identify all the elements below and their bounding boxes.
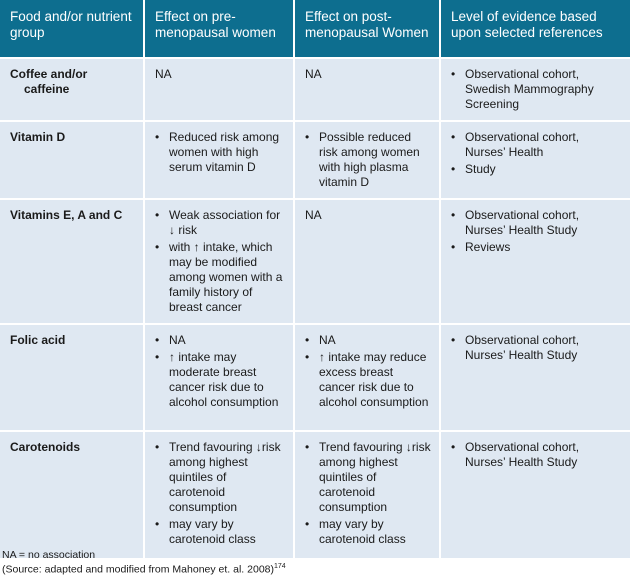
- post-menopausal-cell: [294, 121, 440, 199]
- table-row: [0, 431, 630, 558]
- food-group-cell: [0, 199, 144, 324]
- list-item: [305, 517, 431, 547]
- effect-text: Weak association for ↓ risk: [169, 208, 281, 237]
- table-row: [0, 121, 630, 199]
- header-post-menopausal: Effect on post-menopausal Women: [294, 0, 440, 58]
- list-item: [305, 333, 431, 348]
- pre-menopausal-cell: [144, 199, 294, 324]
- post-menopausal-cell: [294, 324, 440, 431]
- bullet-icon: •: [155, 130, 160, 144]
- evidence-text: Observational cohort, Nurses’ Health: [465, 130, 580, 159]
- effect-text: may vary by carotenoid class: [319, 517, 406, 546]
- list-item: [451, 130, 622, 160]
- effect-text: with ↑ intake, which may be modified among women with a family history of breast cancer: [169, 240, 283, 314]
- footnote-source-text: (Source: adapted and modified from Mahoney et. al. 2008): [2, 563, 274, 576]
- bullet-icon: •: [305, 440, 310, 454]
- bullet-icon: •: [305, 333, 310, 347]
- bullet-icon: •: [451, 440, 456, 454]
- bullet-icon: •: [155, 240, 160, 254]
- food-group-label: Vitamins E, A and C: [10, 208, 123, 222]
- list-item: [305, 350, 431, 410]
- evidence-list: [451, 67, 622, 112]
- pre-menopausal-cell: [144, 431, 294, 558]
- food-group-label: caffeine: [24, 82, 70, 96]
- list-item: [451, 440, 622, 470]
- evidence-cell: [440, 199, 630, 324]
- effect-list: [155, 130, 285, 175]
- table-row: [0, 324, 630, 431]
- effect-text: Possible reduced risk among women with high plasma vitamin D: [319, 130, 420, 189]
- header-evidence: Level of evidence based upon selected references: [440, 0, 630, 58]
- footnote-abbreviation: NA = no association: [2, 549, 96, 561]
- bullet-icon: •: [155, 440, 160, 454]
- bullet-icon: •: [155, 350, 160, 364]
- effect-text: NA: [319, 333, 336, 347]
- bullet-icon: •: [451, 240, 456, 254]
- list-item: [155, 333, 285, 348]
- list-item: [155, 440, 285, 515]
- effect-text: NA: [305, 67, 322, 81]
- food-group-label: Vitamin D: [10, 130, 66, 144]
- post-menopausal-cell: [294, 58, 440, 121]
- effect-text: ↑ intake may reduce excess breast cancer risk due to alcohol consumption: [319, 350, 429, 409]
- effect-text: NA: [169, 333, 186, 347]
- bullet-icon: •: [155, 517, 160, 531]
- effect-list: [305, 130, 431, 190]
- header-pre-menopausal: Effect on pre-menopausal women: [144, 0, 294, 58]
- evidence-text: Study: [465, 162, 496, 176]
- food-group-cell: [0, 121, 144, 199]
- evidence-cell: [440, 431, 630, 558]
- list-item: [451, 240, 622, 255]
- bullet-icon: •: [155, 208, 160, 222]
- effect-text: Reduced risk among women with high serum vitamin D: [169, 130, 280, 174]
- table-row: [0, 58, 630, 121]
- evidence-list: [451, 130, 622, 177]
- bullet-icon: •: [305, 517, 310, 531]
- footnote-source: [2, 561, 286, 576]
- bullet-icon: •: [451, 162, 456, 176]
- evidence-cell: [440, 58, 630, 121]
- evidence-cell: [440, 121, 630, 199]
- list-item: [155, 240, 285, 315]
- effect-text: ↑ intake may moderate breast cancer risk due to alcohol consumption: [169, 350, 279, 409]
- food-group-cell: [0, 58, 144, 121]
- evidence-list: [451, 440, 622, 470]
- list-item: [451, 162, 622, 177]
- food-group-cell: [0, 431, 144, 558]
- effect-list: [155, 440, 285, 547]
- effect-text: Trend favouring ↓risk among highest quintiles of carotenoid consumption: [169, 440, 281, 514]
- table-header-row: [0, 0, 630, 58]
- bullet-icon: •: [305, 350, 310, 364]
- evidence-cell: [440, 324, 630, 431]
- bullet-icon: •: [451, 130, 456, 144]
- bullet-icon: •: [451, 67, 456, 81]
- evidence-list: [451, 208, 622, 255]
- effect-text: NA: [155, 67, 172, 81]
- food-group-label: Carotenoids: [10, 440, 81, 454]
- evidence-text: Observational cohort, Nurses’ Health Study: [465, 333, 580, 362]
- list-item: [305, 440, 431, 515]
- evidence-text: Observational cohort, Nurses’ Health Study: [465, 208, 580, 237]
- food-group-label: Coffee and/or: [10, 67, 88, 81]
- pre-menopausal-cell: [144, 58, 294, 121]
- bullet-icon: •: [451, 208, 456, 222]
- list-item: [155, 350, 285, 410]
- list-item: [155, 517, 285, 547]
- food-group-cell: [0, 324, 144, 431]
- bullet-icon: •: [155, 333, 160, 347]
- evidence-list: [451, 333, 622, 363]
- pre-menopausal-cell: [144, 121, 294, 199]
- effect-text: may vary by carotenoid class: [169, 517, 256, 546]
- effect-list: [305, 440, 431, 547]
- list-item: [451, 208, 622, 238]
- food-group-label: Folic acid: [10, 333, 66, 347]
- pre-menopausal-cell: [144, 324, 294, 431]
- table-footnote: [2, 549, 286, 576]
- evidence-text: Observational cohort, Nurses’ Health Study: [465, 440, 580, 469]
- list-item: [155, 208, 285, 238]
- evidence-text: Observational cohort, Swedish Mammography Screening: [465, 67, 594, 111]
- post-menopausal-cell: [294, 431, 440, 558]
- header-food-group: Food and/or nutrient group: [0, 0, 144, 58]
- evidence-text: Reviews: [465, 240, 511, 254]
- effect-text: Trend favouring ↓risk among highest quintiles of carotenoid consumption: [319, 440, 431, 514]
- effect-list: [305, 333, 431, 410]
- footnote-reference: 174: [274, 563, 286, 570]
- bullet-icon: •: [451, 333, 456, 347]
- effect-text: NA: [305, 208, 322, 222]
- bullet-icon: •: [305, 130, 310, 144]
- effect-list: [155, 333, 285, 410]
- list-item: [451, 67, 622, 112]
- list-item: [451, 333, 622, 363]
- effect-list: [155, 208, 285, 315]
- table-row: [0, 199, 630, 324]
- list-item: [305, 130, 431, 190]
- post-menopausal-cell: [294, 199, 440, 324]
- list-item: [155, 130, 285, 175]
